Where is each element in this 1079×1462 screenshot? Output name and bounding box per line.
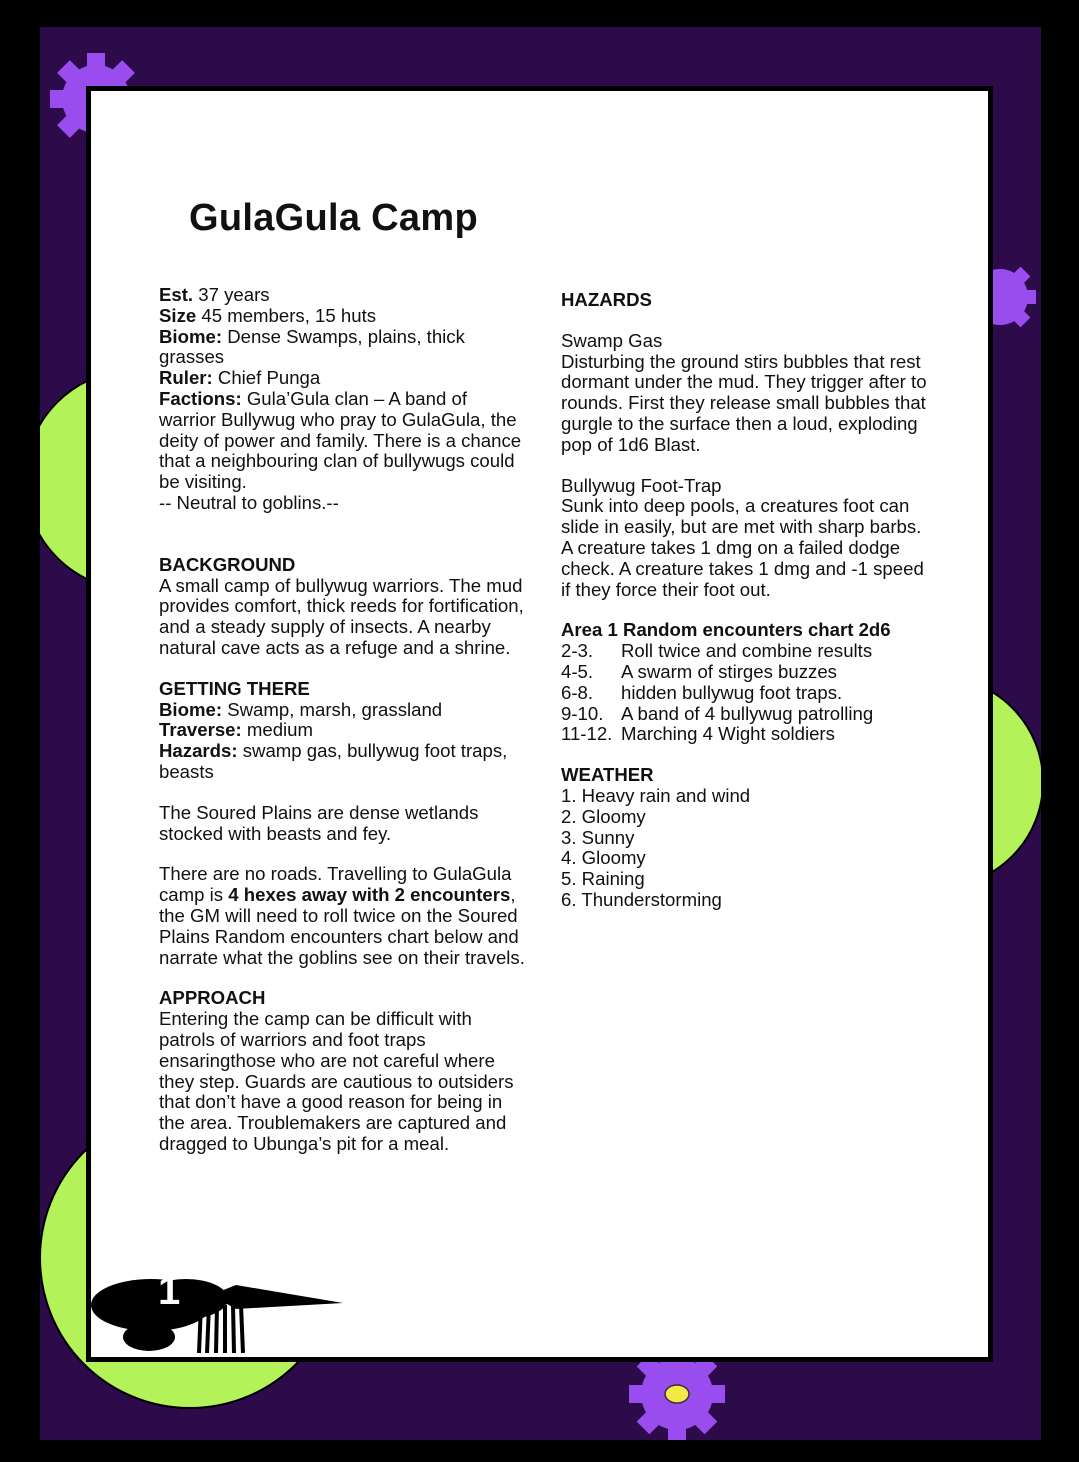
encounter-text: hidden bullywug foot traps. — [621, 681, 843, 703]
factions-label: Factions: — [159, 387, 242, 409]
weather-item: 2. Gloomy — [561, 805, 646, 827]
encounters-heading: Area 1 Random encounters chart 2d6 — [561, 619, 891, 641]
gt-traverse-line — [159, 720, 525, 741]
swamp-gas-text: Disturbing the ground stirs bubbles that rest dormant under the mud. They trigger after to rounds. First they release small bubbles that gurgle to the surface then a loud, exploding pop of 1d6 Blast. — [561, 350, 927, 455]
ruler-value: Chief Punga — [212, 367, 321, 389]
encounter-roll: 9-10. — [561, 702, 604, 724]
est-line — [159, 285, 525, 306]
foot-trap-text: Sunk into deep pools, a creatures foot can slide in easily, but are met with sharp barbs. A creature takes 1 dmg on a failed dodge check. A creature takes 1 dmg and -1 speed if they force their foot out. — [561, 495, 924, 600]
right-column — [561, 290, 931, 911]
gt-para-2-bold: 4 hexes away with 2 encounters — [228, 884, 511, 906]
gt-para-2 — [159, 864, 525, 968]
encounter-list — [561, 641, 931, 745]
size-label: Size — [159, 304, 197, 326]
encounter-roll: 11-12. — [561, 723, 613, 745]
hazards-heading: HAZARDS — [561, 289, 652, 310]
weather-item: 6. Thunderstorming — [561, 888, 722, 910]
gt-hazards-label: Hazards: — [159, 740, 238, 762]
gt-para-2-a: There are no roads. Travelling to GulaGula camp is — [159, 863, 512, 906]
encounter-text: A band of 4 bullywug patrolling — [621, 702, 874, 724]
factions-line — [159, 389, 525, 493]
approach-heading: APPROACH — [159, 987, 266, 1009]
gt-hazards-value: swamp gas, bullywug foot traps, beasts — [159, 740, 508, 782]
encounter-text: A swarm of stirges buzzes — [621, 660, 837, 682]
approach-text: Entering the camp can be difficult with patrols of warriors and foot traps ensaringthose who are not careful where they step. Guards are cautious to outsiders that don’t have a good reason for being in the area. Troublemakers are captured and dragged to Ubunga’s pit for a meal. — [159, 1008, 514, 1154]
page-title: GulaGula Camp — [189, 197, 478, 239]
biome-line — [159, 327, 525, 369]
weather-item: 1. Heavy rain and wind — [561, 784, 751, 806]
est-label: Est. — [159, 284, 194, 305]
gear-center-dot — [665, 1385, 689, 1403]
encounter-row — [561, 641, 931, 662]
encounter-roll: 6-8. — [561, 681, 594, 703]
gt-biome-line — [159, 700, 525, 721]
document-page — [86, 86, 993, 1362]
weather-heading: WEATHER — [561, 764, 654, 786]
gt-biome-value: Swamp, marsh, grassland — [222, 698, 443, 720]
factions-value: Gula’Gula clan – A band of warrior Bullywug who pray to GulaGula, the deity of power and family. There is a chance that a neighbouring clan of bullywugs could be visiting. — [159, 387, 522, 493]
weather-item: 5. Raining — [561, 868, 645, 890]
page-number: 1 — [158, 1269, 181, 1313]
left-column — [159, 285, 525, 1155]
gt-hazards-line — [159, 741, 525, 783]
biome-label: Biome: — [159, 325, 223, 347]
encounter-row — [561, 704, 931, 725]
gt-para-1: The Soured Plains are dense wetlands stocked with beasts and fey. — [159, 801, 479, 844]
swamp-gas-title: Swamp Gas — [561, 329, 663, 351]
encounter-roll: 4-5. — [561, 660, 594, 682]
encounter-row — [561, 724, 931, 745]
background-text: A small camp of bullywug warriors. The mud provides comfort, thick reeds for fortification, and a steady supply of insects. A nearby natural cave acts as a refuge and a shrine. — [159, 574, 524, 658]
est-value: 37 years — [193, 284, 270, 305]
gt-para-2-b: , the GM will need to roll twice on the Soured Plains Random encounters chart below and narrate what the goblins see on their travels. — [159, 884, 525, 968]
ruler-line — [159, 368, 525, 389]
encounter-row — [561, 662, 931, 683]
getting-there-heading: GETTING THERE — [159, 677, 310, 699]
gt-biome-label: Biome: — [159, 698, 223, 720]
size-line — [159, 306, 525, 327]
gt-traverse-label: Traverse: — [159, 719, 242, 741]
mosquito-silhouette-icon — [91, 1265, 361, 1357]
gt-traverse-value: medium — [241, 719, 314, 741]
weather-item: 3. Sunny — [561, 826, 635, 848]
weather-item: 4. Gloomy — [561, 847, 646, 869]
biome-value: Dense Swamps, plains, thick grasses — [159, 325, 465, 368]
encounter-row — [561, 683, 931, 704]
size-value: 45 members, 15 huts — [196, 304, 377, 326]
encounter-text: Marching 4 Wight soldiers — [621, 723, 835, 745]
ruler-label: Ruler: — [159, 367, 213, 389]
background-heading: BACKGROUND — [159, 553, 296, 575]
neutral-note: -- Neutral to goblins.-- — [159, 491, 339, 513]
encounter-text: Roll twice and combine results — [621, 640, 873, 662]
foot-trap-title: Bullywug Foot-Trap — [561, 474, 722, 496]
encounter-roll: 2-3. — [561, 640, 594, 662]
